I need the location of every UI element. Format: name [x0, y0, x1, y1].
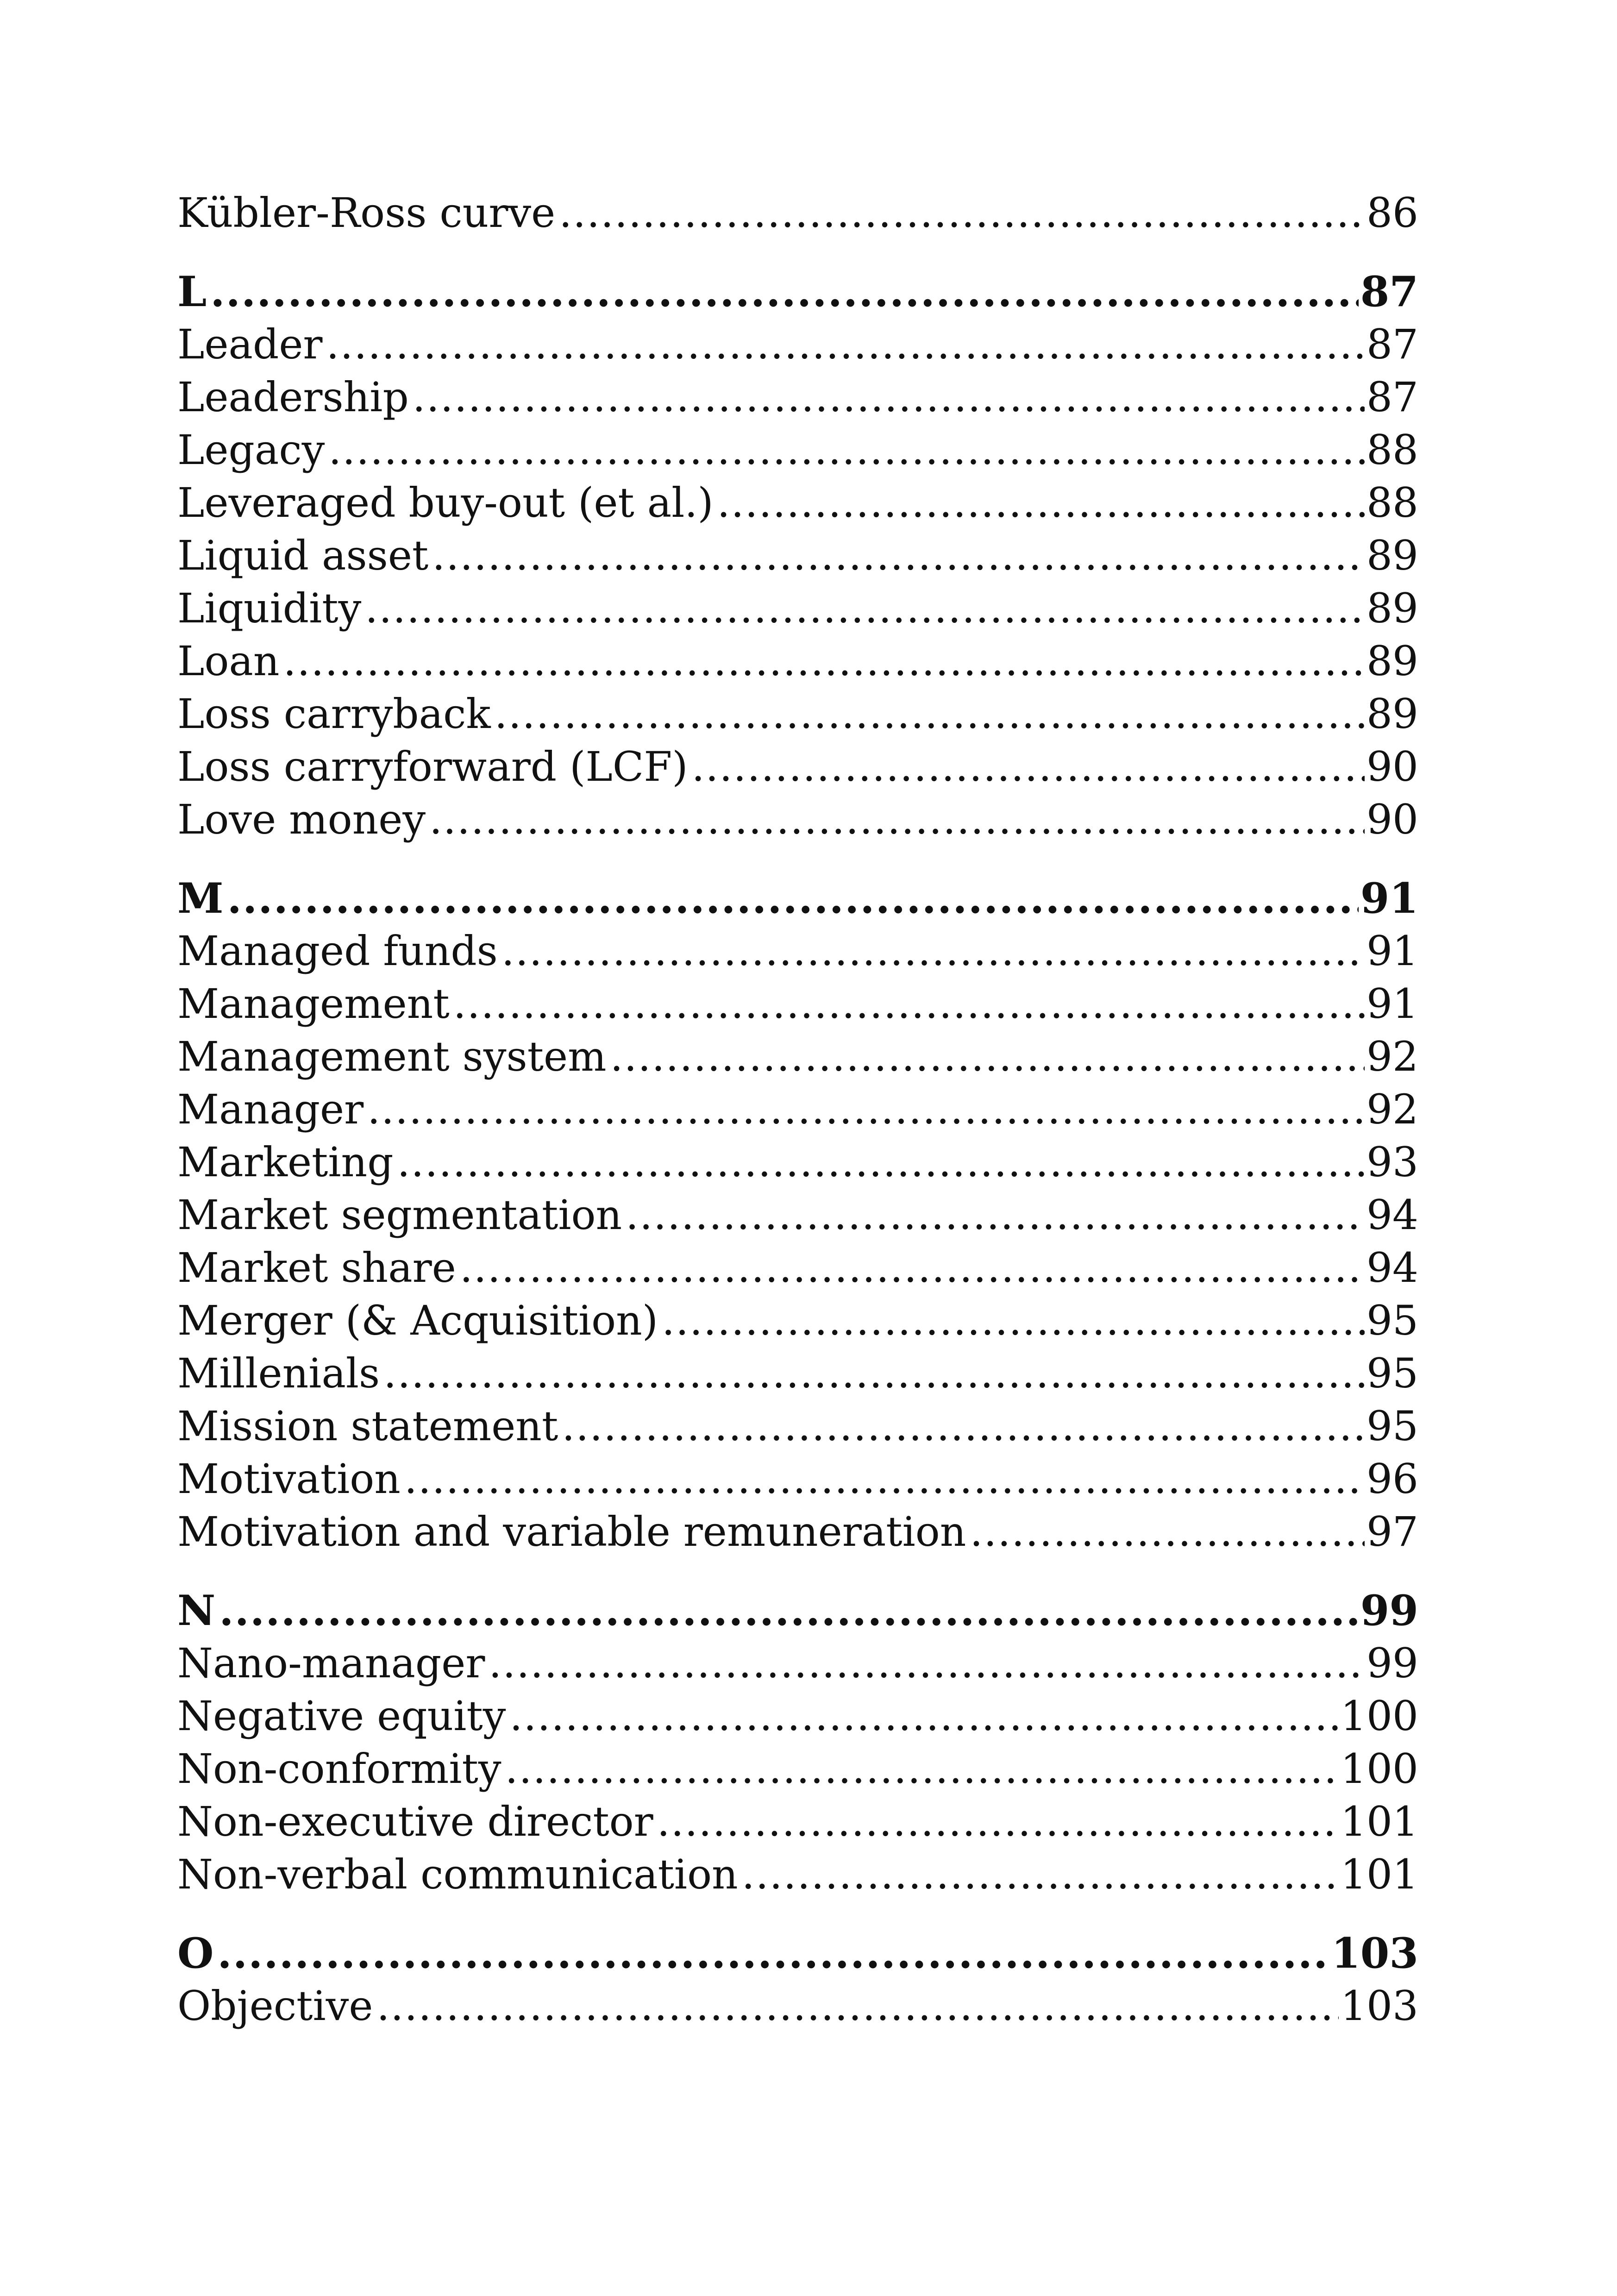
entry-page-number: 97	[1366, 1508, 1418, 1556]
index-entry	[177, 1083, 1418, 1136]
index-entry	[177, 740, 1418, 793]
entry-term: Manager	[177, 1085, 364, 1133]
index-entry	[177, 1242, 1418, 1294]
dot-leader	[383, 1347, 1365, 1400]
entry-page-number: 100	[1341, 1692, 1418, 1740]
heading-letter: L	[177, 267, 207, 316]
entry-page-number: 91	[1366, 980, 1418, 1028]
entry-page-number: 94	[1366, 1244, 1418, 1292]
entry-page-number: 89	[1366, 637, 1418, 685]
index-entry	[177, 925, 1418, 978]
entry-term: Loan	[177, 637, 280, 685]
entry-page-number: 88	[1366, 479, 1418, 527]
entry-page-number: 90	[1366, 743, 1418, 790]
dot-leader	[501, 925, 1365, 978]
dot-leader	[283, 635, 1365, 688]
dot-leader	[326, 318, 1365, 371]
index-entry	[177, 582, 1418, 635]
index-entry	[177, 635, 1418, 688]
entry-term: Loss carryforward (LCF)	[177, 743, 688, 790]
entry-page-number: 95	[1366, 1349, 1418, 1397]
dot-leader	[626, 1189, 1365, 1242]
index-entry	[177, 688, 1418, 740]
dot-leader	[505, 1743, 1339, 1795]
entry-term: Leveraged buy-out (et al.)	[177, 479, 714, 527]
entry-page-number: 101	[1341, 1851, 1418, 1898]
index-entry	[177, 978, 1418, 1030]
entry-page-number: 95	[1366, 1402, 1418, 1450]
entry-term: Legacy	[177, 426, 325, 474]
dot-leader	[397, 1136, 1365, 1189]
entry-term: Non-conformity	[177, 1745, 501, 1793]
index-entry	[177, 1453, 1418, 1506]
index-entry	[177, 1980, 1418, 2033]
heading-page-number: 91	[1360, 874, 1418, 923]
index-entry	[177, 793, 1418, 846]
entry-page-number: 89	[1366, 532, 1418, 579]
entry-page-number: 101	[1341, 1798, 1418, 1845]
entry-term: Objective	[177, 1982, 373, 2030]
entry-page-number: 100	[1341, 1745, 1418, 1793]
heading-page-number: 99	[1360, 1586, 1418, 1635]
dot-leader	[453, 978, 1365, 1030]
entry-page-number: 96	[1366, 1455, 1418, 1503]
index-entry	[177, 187, 1418, 239]
entry-page-number: 92	[1366, 1033, 1418, 1080]
dot-leader	[662, 1294, 1365, 1347]
entry-term: Non-executive director	[177, 1798, 653, 1845]
heading-page-number: 103	[1331, 1929, 1418, 1978]
entry-term: Merger (& Acquisition)	[177, 1297, 658, 1344]
dot-leader	[432, 529, 1365, 582]
entry-term: Managed funds	[177, 927, 498, 975]
index-entry	[177, 1743, 1418, 1795]
entry-term: Love money	[177, 796, 426, 843]
dot-leader	[717, 477, 1365, 529]
entry-page-number: 89	[1366, 690, 1418, 738]
entry-term: Loss carryback	[177, 690, 491, 738]
entry-term: Millenials	[177, 1349, 380, 1397]
entry-page-number: 91	[1366, 927, 1418, 975]
heading-letter: M	[177, 874, 224, 923]
dot-leader	[460, 1242, 1365, 1294]
entry-term: Market segmentation	[177, 1191, 622, 1239]
entry-page-number: 99	[1366, 1639, 1418, 1687]
index-entry	[177, 1690, 1418, 1743]
entry-term: Negative equity	[177, 1692, 506, 1740]
heading-letter: N	[177, 1586, 216, 1635]
entry-term: Leader	[177, 320, 323, 368]
index-entry	[177, 1347, 1418, 1400]
entry-term: Market share	[177, 1244, 456, 1292]
entry-page-number: 103	[1341, 1982, 1418, 2030]
entry-page-number: 89	[1366, 584, 1418, 632]
dot-leader	[495, 688, 1365, 740]
entry-page-number: 87	[1366, 320, 1418, 368]
entry-term: Leadership	[177, 373, 409, 421]
index-entry	[177, 371, 1418, 424]
entry-page-number: 90	[1366, 796, 1418, 843]
index-entry	[177, 1189, 1418, 1242]
dot-leader	[227, 872, 1359, 925]
index-entry	[177, 1136, 1418, 1189]
dot-leader	[970, 1506, 1365, 1558]
dot-leader	[328, 424, 1365, 477]
index-entry	[177, 1795, 1418, 1848]
entry-term: Nano-manager	[177, 1639, 485, 1687]
dot-leader	[367, 1083, 1365, 1136]
dot-leader	[404, 1453, 1365, 1506]
entry-term: Motivation	[177, 1455, 401, 1503]
heading-page-number: 87	[1360, 267, 1418, 316]
entry-term: Motivation and variable remuneration	[177, 1508, 966, 1556]
dot-leader	[610, 1030, 1365, 1083]
dot-leader	[742, 1848, 1339, 1901]
dot-leader	[217, 1927, 1329, 1980]
entry-term: Mission statement	[177, 1402, 558, 1450]
entry-page-number: 86	[1366, 189, 1418, 237]
index-page	[177, 187, 1418, 2033]
dot-leader	[210, 265, 1358, 318]
entry-term: Marketing	[177, 1138, 394, 1186]
entry-term: Non-verbal communication	[177, 1851, 738, 1898]
letter-heading	[177, 872, 1418, 925]
dot-leader	[376, 1980, 1339, 2033]
dot-leader	[365, 582, 1365, 635]
index-entry	[177, 529, 1418, 582]
index-entry	[177, 1637, 1418, 1690]
entry-page-number: 92	[1366, 1085, 1418, 1133]
index-entry	[177, 1030, 1418, 1083]
entry-page-number: 87	[1366, 373, 1418, 421]
dot-leader	[562, 1400, 1365, 1453]
dot-leader	[692, 740, 1365, 793]
dot-leader	[559, 187, 1365, 239]
entry-term: Management system	[177, 1033, 607, 1080]
index-entry	[177, 1294, 1418, 1347]
index-entry	[177, 1400, 1418, 1453]
heading-letter: O	[177, 1929, 214, 1978]
entry-term: Liquid asset	[177, 532, 429, 579]
index-entry	[177, 318, 1418, 371]
letter-heading	[177, 1927, 1418, 1980]
entry-term: Management	[177, 980, 450, 1028]
dot-leader	[489, 1637, 1365, 1690]
dot-leader	[509, 1690, 1339, 1743]
entry-page-number: 95	[1366, 1297, 1418, 1344]
dot-leader	[657, 1795, 1339, 1848]
entry-page-number: 88	[1366, 426, 1418, 474]
entry-page-number: 93	[1366, 1138, 1418, 1186]
dot-leader	[413, 371, 1365, 424]
index-entry	[177, 477, 1418, 529]
index-entry	[177, 1848, 1418, 1901]
dot-leader	[429, 793, 1365, 846]
letter-heading	[177, 1584, 1418, 1637]
index-entry	[177, 1506, 1418, 1558]
dot-leader	[219, 1584, 1358, 1637]
entry-term: Kübler-Ross curve	[177, 189, 556, 237]
index-entry	[177, 424, 1418, 477]
entry-term: Liquidity	[177, 584, 362, 632]
letter-heading	[177, 265, 1418, 318]
entry-page-number: 94	[1366, 1191, 1418, 1239]
